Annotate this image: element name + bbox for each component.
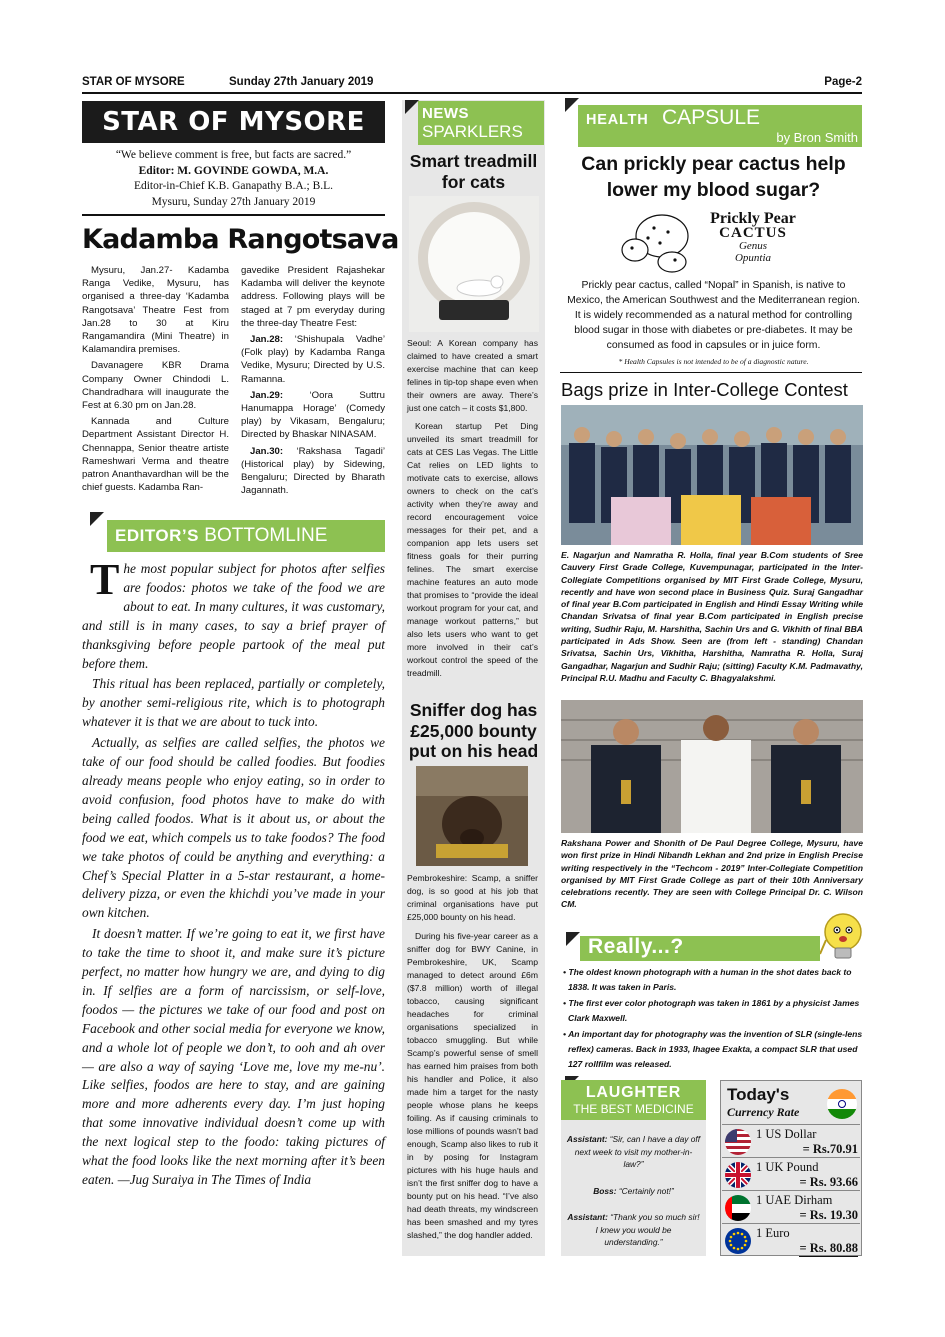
editorial-body — [82, 555, 385, 1190]
eu-flag-icon — [724, 1227, 752, 1255]
news-para: Seoul: A Korean company has claimed to have created a smart exercise machine that can keep felines in tip-top shape even when their owners are away. There’s just one catch – it costs $1,800. — [407, 338, 538, 413]
kadamba-headline: Kadamba Rangotsava — [82, 224, 399, 255]
bags-caption-1: E. Nagarjun and Namratha R. Holla, final year B.Com students of Sree Cauvery First Grade College, Kuvempunagar, participated in the Inter-Collegiate Competitions organised by MIT First Grade College, Mysuru, recently and have won second place in Business Quiz. Suraj Gangadhar of final year B.Com participated in English and Hindi Essay Writing while Chandan Srivatsa of final year B.Com participated in English precise writing, Sudhir Raju, M. Harshitha, Sachin Urs and G. Vikhith of final BBA participated in Ads Show. Seen are (from left - standing) Chandan Srivatsa, Sachin Urs, Vikhitha, Harshitha, Namratha R. Holla, Suraj Gangadhar, Nagarjun and Sudhir Raju; (sitting) Faculty K.M. Padmavathy, Principal R.U. Madhu and Faculty C. Bhagyalakshmi. — [561, 550, 863, 683]
health-disclaimer: * Health Capsules is not intended to be of a diagnostic nature. — [618, 357, 809, 366]
kadamba-para: Mysuru, Jan.27- Kadamba Ranga Vedike, Mysuru, has organised a three-day ‘Kadamba Rangotsava’ Theatre Fest from Jan.28 to 30 at Kiru Rangamandira (Mini Theatre) in Kalamandira premises. — [82, 265, 229, 356]
header-paper-name: STAR OF MYSORE — [82, 76, 185, 88]
us-flag-icon — [724, 1128, 752, 1156]
health-byline: by Bron Smith — [776, 130, 858, 145]
really-band — [580, 936, 820, 961]
play-text: ‘Shishupala Vadhe’ (Folk play) by Kadamba Ranga Vedike, Mysuru; Directed by U.S. Ramanna. — [241, 334, 385, 385]
masthead-editor-in-chief: Editor-in-Chief K.B. Ganapathy B.A.; B.L. — [133, 180, 334, 192]
editorial-para: It doesn’t matter. If we’re going to eat it, we first have to take the time to shoot it, and make sure it’s picture perfect, no matter how hungry we are, and dying to dig in. If selfies are a form of narcissism, or self-love, foodos — the pictures we take of our food and post on Facebook and other social media for everyone we know, and a whole lot of people we don’t, to ooh and ah over — are also a way of saying ‘Love me, love my me-nu’. Like selfies, foodos are here to stay, and are gaining more and more adherents every day. I’m just hoping that some innovative individual doesn’t come up with the next logical step to the foodo: taking pictures of what the food looks like the next morning after it’s been eaten. —Jug Suraiya in The Times of India — [82, 926, 385, 1187]
currency-rows — [722, 1124, 860, 1256]
header-date: Sunday 27th January 2019 — [229, 76, 374, 88]
editorial-band — [107, 520, 385, 552]
kadamba-play — [241, 445, 385, 498]
joke-line — [566, 1133, 701, 1171]
masthead-info — [82, 148, 385, 210]
de-paul-photo — [561, 700, 863, 833]
laughter-joke — [566, 1133, 701, 1252]
play-date: Jan.30: — [250, 445, 284, 457]
college-group-photo — [561, 405, 863, 545]
really-corner-mark — [566, 932, 580, 946]
play-text: ‘Oora Suttru Hanumappa Horage’ (Comedy play) by Vikasam, Bengaluru; Directed by Bhaskar NINASAM. — [241, 389, 385, 441]
header-rule — [82, 92, 862, 94]
uae-flag-icon — [724, 1194, 752, 1222]
news-band-bold: NEWS — [422, 105, 469, 122]
currency-row — [722, 1190, 860, 1223]
currency-title: Today's — [727, 1085, 790, 1104]
kadamba-column-1 — [82, 264, 229, 497]
editorial-para: This ritual has been replaced, partially or completely, by another semi-religious rite, which is to photograph whatever it is that we are about to tuck into. — [82, 676, 385, 730]
news-band-light: SPARKLERS — [422, 122, 523, 141]
really-fact: • The oldest known photograph with a human in the shot dates back to 1838. It was taken in Paris. — [563, 967, 852, 992]
joke-speaker: Boss: — [593, 1185, 617, 1196]
laughter-band-light: THE BEST MEDICINE — [573, 1102, 694, 1116]
kadamba-para: Davanagere KBR Drama Company Owner Chindodi L. Chandradhara will inaugurate the Fest at 6.30 pm on Jan.28. — [82, 360, 229, 412]
uk-flag-icon — [724, 1161, 752, 1189]
joke-text: “Sir, can I have a day off next week to visit my mother-in-law?” — [574, 1134, 701, 1169]
masthead-dateline: Mysuru, Sunday 27th January 2019 — [151, 195, 316, 208]
sniffer-headline: Sniffer dog has £25,000 bounty put on his head — [408, 700, 539, 761]
kadamba-column-2 — [241, 264, 385, 500]
joke-speaker: Assistant: — [567, 1212, 608, 1222]
currency-unit: 1 Euro — [756, 1226, 790, 1240]
masthead-title: STAR OF MYSORE — [102, 107, 365, 137]
joke-line — [566, 1185, 701, 1198]
health-rule — [560, 372, 862, 373]
editorial-para: The most popular subject for photos after selfies are foodos: photos we take of the food we are about to eat. In many cultures, it was customary, and still is in many cases, to say a brief prayer of thanksgiving before people partook of the meal put before them. — [82, 555, 385, 671]
india-flag-icon — [826, 1088, 858, 1120]
joke-speaker: Assistant: — [566, 1134, 608, 1144]
health-band-bold: HEALTH — [586, 112, 649, 128]
editorial-para: Actually, as selfies are called selfies, the photos we take of our food should be called foodies. But foodies already means people who enjoy eating, so in order to avoid confusion, food photos have to make do with being called foodos. What is it about us, or about the food we eat, which compels us to take foodos? The food we take photos of could be anything and everything: a Chef’s Special Platter in a 5-star restaurant, a home-delivery pizza, or even the khichdi you’ve made in your own kitchen. — [82, 735, 385, 921]
kadamba-para: Kannada and Culture Department Assistant Director H. Chennappa, Senior theatre artiste Rameshwari Verma and theatre patron Ananthavardhan will be the chief guests. Kadamba Ran- — [82, 416, 229, 494]
news-corner-mark — [405, 100, 419, 114]
editorial-band-bold: EDITOR’S — [115, 526, 199, 545]
news-band — [418, 101, 544, 145]
play-text: ‘Rakshasa Tagadi’ (Historical play) by Sidewing, Bengaluru; Directed by Bharath Jagannath. — [241, 445, 385, 497]
currency-unit: 1 US Dollar — [756, 1127, 817, 1141]
editorial-band-light: BOTTOMLINE — [204, 525, 328, 546]
health-band — [578, 105, 862, 147]
editorial-corner-mark — [90, 512, 104, 526]
treadmill-headline: Smart treadmill for cats — [409, 151, 538, 192]
health-body: Prickly pear cactus, called “Nopal” in Spanish, is native to Mexico, the American Southwest and the Mediterranean region. It is widely recommended as a natural method for controlling blood sugar in those with diabetes or pre-diabetes. It may be consumed as food in capsules or in juice form. — [567, 280, 860, 351]
cactus-logo-line: Genus — [738, 240, 768, 252]
masthead-editor: Editor: M. GOVINDE GOWDA, M.A. — [138, 164, 329, 177]
really-fact: • An important day for photography was the invention of SLR (single-lens reflex) cameras. Back in 1933, Ihagee Exakta, a compact SLR that used 127 rollfilm was released. — [563, 1029, 863, 1069]
header-page-number: Page-2 — [824, 76, 862, 88]
kadamba-play — [241, 389, 385, 442]
joke-line — [566, 1211, 701, 1249]
news-para: Korean startup Pet Ding unveiled its smart treadmill for cats at CES Las Vegas. The Little Cat relies on LED lights to motivate cats to exercise, allows owners to check on the cat’s activity when they’re away and record encouragement voice messages for their pet, and a companion app lets users set fitness goals for their purring felines. The smart exercise machine features an auto mode that promises to “provide the ideal workout program for your cat, and manage workout patterns,” but also lets users who want to get more involved in their cat’s workout control the speed of the treadmill. — [407, 421, 538, 678]
sniffer-dog-photo — [416, 766, 528, 866]
play-date: Jan.29: — [250, 389, 284, 401]
currency-subtitle: Currency Rate — [727, 1105, 800, 1119]
kadamba-play — [241, 333, 385, 386]
currency-unit: 1 UAE Dirham — [756, 1193, 833, 1207]
joke-text: “Thank you so much sir! I knew you would be understanding.” — [595, 1212, 700, 1247]
sniffer-story — [407, 872, 538, 1245]
joke-text: “Certainly not!” — [616, 1185, 674, 1196]
cat-treadmill-photo — [409, 196, 539, 332]
health-band-light: CAPSULE — [662, 106, 761, 129]
cactus-icon — [620, 210, 695, 274]
laughter-band — [561, 1080, 706, 1120]
really-title: Really...? — [588, 935, 684, 958]
currency-unit: 1 UK Pound — [756, 1160, 819, 1174]
health-corner-mark — [565, 98, 579, 112]
currency-row — [722, 1157, 860, 1190]
laughter-band-bold: LAUGHTER — [585, 1084, 682, 1101]
bags-headline: Bags prize in Inter-College Contest — [561, 379, 848, 400]
cactus-logo-line: Prickly Pear — [710, 210, 796, 227]
cactus-logo-line: CACTUS — [719, 225, 787, 241]
play-date: Jan.28: — [250, 334, 284, 346]
cactus-logo-line: Opuntia — [734, 252, 772, 264]
news-para: Pembrokeshire: Scamp, a sniffer dog, is so good at his job that criminal organisations have put £25,000 bounty on his head. — [407, 873, 538, 922]
page-header — [82, 76, 862, 92]
currency-rate: = Rs.70.91 — [802, 1142, 858, 1156]
currency-rate: = Rs. 19.30 — [799, 1208, 858, 1222]
currency-row — [722, 1223, 860, 1256]
kadamba-para: gavedike President Rajashekar Kadamba will deliver the keynote address. Following plays will be staged at 7 pm everyday during the three-day Theatre Fest: — [241, 265, 385, 329]
lightbulb-mascot-icon — [820, 910, 866, 968]
currency-row — [722, 1124, 860, 1157]
really-facts-list — [561, 965, 863, 1071]
bags-caption-2: Rakshana Power and Shonith of De Paul Degree College, Mysuru, have won first prize in Hindi Nibandh Lekhan and 2nd prize in English Precise writing respectively in the “Techcom - 2019” Inter-Collegiate Competition organised by MIT First Grade College as part of their 10th Anniversary celebrations recently. They are seen with College Principal Dr. C. Wilson CM. — [561, 838, 863, 910]
treadmill-story — [407, 337, 538, 683]
editorial-dropcap: T — [90, 555, 120, 604]
really-fact: • The first ever color photograph was taken in 1861 by a physicist James Clark Maxwell. — [563, 998, 860, 1023]
masthead-banner — [82, 101, 385, 143]
currency-rate: = Rs. 93.66 — [799, 1175, 858, 1189]
cactus-logo — [620, 210, 810, 274]
currency-rate: = Rs. 80.88 — [799, 1241, 858, 1255]
news-para: During his five-year career as a sniffer dog for BWY Canine, in Pembrokeshire, UK, Scamp managed to detect around £6m ($7.8 million) worth of illegal tobacco, causing significant headaches for criminal organisations specialized in tobacco smuggling. But while Scamp’s powerful sense of smell has earned him praises from both his handler and Police, it also made him a target for the nasty people whose plans he keeps foiling. As if causing criminals to lose millions of pounds wasn’t bad enough, Scamp also likes to rub it in by posing for Instagram pictures with his huge hauls and isn’t the first sniffer dog to have a bounty put on his head. “I’ve also had death threats, my windscreen has been smashed and my tyres slashed,” the dog handler added. — [407, 931, 538, 1240]
masthead-motto: “We believe comment is free, but facts are sacred.” — [115, 149, 352, 161]
health-headline: Can prickly pear cactus help lower my blood sugar? — [581, 153, 846, 201]
cactus-logo-text — [698, 212, 808, 264]
masthead-rule — [82, 214, 385, 216]
